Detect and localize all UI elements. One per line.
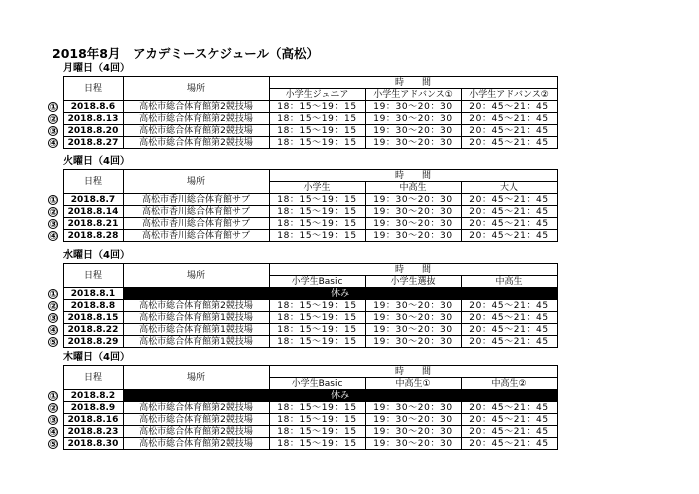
schedule-section [44, 250, 558, 348]
table-row [44, 300, 557, 312]
table-header-row [44, 77, 557, 89]
time-cell: 20：45～21：45 [461, 113, 557, 125]
place-cell: 高松市香川総合体育館サブ [123, 218, 269, 230]
table-row [44, 336, 557, 348]
table-row [44, 426, 557, 438]
date-cell: 2018.8.14 [63, 206, 123, 218]
time-cell: 18：15～19：15 [269, 218, 365, 230]
time-cell: 19：30～20：30 [365, 300, 461, 312]
slot-header: 小学生アドバンス② [461, 89, 557, 101]
place-cell: 高松市総合体育館第2競技場 [123, 137, 269, 149]
place-cell: 高松市香川総合体育館サブ [123, 206, 269, 218]
row-number: ① [49, 102, 58, 113]
place-cell: 高松市総合体育館第2競技場 [123, 125, 269, 137]
row-number: ② [49, 114, 58, 125]
time-cell: 18：15～19：15 [269, 312, 365, 324]
place-cell: 高松市香川総合体育館サブ [123, 194, 269, 206]
time-cell: 18：15～19：15 [269, 426, 365, 438]
place-cell: 高松市総合体育館第2競技場 [123, 426, 269, 438]
place-header: 場所 [123, 264, 269, 288]
section-title: 木曜日（4回） [63, 352, 130, 363]
time-cell: 19：30～20：30 [365, 414, 461, 426]
table-row [44, 113, 557, 125]
time-cell: 18：15～19：15 [269, 125, 365, 137]
time-cell: 20：45～21：45 [461, 230, 557, 242]
time-cell: 18：15～19：15 [269, 336, 365, 348]
row-number: ③ [49, 219, 58, 230]
table-row [44, 206, 557, 218]
place-cell: 高松市総合体育館第1競技場 [123, 312, 269, 324]
time-cell: 20：45～21：45 [461, 414, 557, 426]
slot-header: 小学生アドバンス① [365, 89, 461, 101]
time-cell: 19：30～20：30 [365, 113, 461, 125]
schedule-table [44, 263, 558, 348]
time-cell: 18：15～19：15 [269, 414, 365, 426]
time-cell: 19：30～20：30 [365, 101, 461, 113]
time-header: 時 間 [269, 77, 557, 89]
table-row [44, 230, 557, 242]
rest-cell: 休み [123, 288, 557, 300]
time-cell: 19：30～20：30 [365, 194, 461, 206]
time-cell: 20：45～21：45 [461, 312, 557, 324]
time-cell: 19：30～20：30 [365, 426, 461, 438]
schedule-section [44, 156, 558, 242]
time-cell: 19：30～20：30 [365, 137, 461, 149]
table-header-row [44, 264, 557, 276]
date-cell: 2018.8.6 [63, 101, 123, 113]
time-cell: 20：45～21：45 [461, 426, 557, 438]
time-cell: 19：30～20：30 [365, 312, 461, 324]
schedule-section [44, 63, 558, 149]
time-cell: 20：45～21：45 [461, 402, 557, 414]
date-cell: 2018.8.30 [63, 438, 123, 450]
time-cell: 19：30～20：30 [365, 206, 461, 218]
time-cell: 18：15～19：15 [269, 113, 365, 125]
time-cell: 18：15～19：15 [269, 230, 365, 242]
date-cell: 2018.8.29 [63, 336, 123, 348]
table-row [44, 390, 557, 402]
time-header: 時 間 [269, 264, 557, 276]
date-cell: 2018.8.21 [63, 218, 123, 230]
time-cell: 19：30～20：30 [365, 438, 461, 450]
place-cell: 高松市総合体育館第2競技場 [123, 402, 269, 414]
table-row [44, 324, 557, 336]
time-header: 時 間 [269, 170, 557, 182]
row-number: ⑤ [49, 337, 58, 348]
date-cell: 2018.8.23 [63, 426, 123, 438]
time-cell: 18：15～19：15 [269, 137, 365, 149]
place-cell: 高松市総合体育館第2競技場 [123, 113, 269, 125]
table-row [44, 402, 557, 414]
table-row [44, 137, 557, 149]
date-cell: 2018.8.27 [63, 137, 123, 149]
row-number: ④ [49, 231, 58, 242]
slot-header: 小学生 [269, 182, 365, 194]
date-header: 日程 [63, 170, 123, 194]
row-number: ④ [49, 138, 58, 149]
time-cell: 18：15～19：15 [269, 206, 365, 218]
row-number: ② [49, 207, 58, 218]
time-cell: 18：15～19：15 [269, 402, 365, 414]
slot-header: 小学生選抜 [365, 276, 461, 288]
time-cell: 18：15～19：15 [269, 300, 365, 312]
section-title: 火曜日（4回） [63, 156, 130, 167]
time-cell: 20：45～21：45 [461, 137, 557, 149]
slot-header: 中高生 [365, 182, 461, 194]
place-cell: 高松市総合体育館第2競技場 [123, 101, 269, 113]
section-title: 月曜日（4回） [63, 63, 130, 74]
time-cell: 19：30～20：30 [365, 324, 461, 336]
row-number: ① [49, 195, 58, 206]
slot-header: 中高生② [461, 378, 557, 390]
row-number: ③ [49, 126, 58, 137]
time-cell: 19：30～20：30 [365, 218, 461, 230]
table-row [44, 125, 557, 137]
slot-header: 小学生Basic [269, 378, 365, 390]
schedule-table [44, 365, 558, 450]
row-number: ③ [49, 415, 58, 426]
place-cell: 高松市総合体育館第2競技場 [123, 414, 269, 426]
date-cell: 2018.8.16 [63, 414, 123, 426]
place-cell: 高松市総合体育館第2競技場 [123, 438, 269, 450]
section-title: 水曜日（4回） [63, 250, 130, 261]
row-number: ① [49, 391, 58, 402]
date-cell: 2018.8.13 [63, 113, 123, 125]
place-header: 場所 [123, 366, 269, 390]
place-cell: 高松市香川総合体育館サブ [123, 230, 269, 242]
place-header: 場所 [123, 170, 269, 194]
schedule-table [44, 169, 558, 242]
time-cell: 19：30～20：30 [365, 402, 461, 414]
time-cell: 20：45～21：45 [461, 300, 557, 312]
row-number: ④ [49, 325, 58, 336]
date-header: 日程 [63, 264, 123, 288]
table-row [44, 288, 557, 300]
time-cell: 18：15～19：15 [269, 324, 365, 336]
slot-header: 小学生Basic [269, 276, 365, 288]
table-row [44, 414, 557, 426]
row-number: ⑤ [49, 439, 58, 450]
schedule-section [44, 352, 558, 450]
date-cell: 2018.8.20 [63, 125, 123, 137]
date-cell: 2018.8.8 [63, 300, 123, 312]
row-number: ③ [49, 313, 58, 324]
row-number: ② [49, 403, 58, 414]
time-cell: 20：45～21：45 [461, 101, 557, 113]
table-row [44, 438, 557, 450]
place-cell: 高松市総合体育館第2競技場 [123, 300, 269, 312]
date-cell: 2018.8.22 [63, 324, 123, 336]
page-title: 2018年8月 アカデミースケジュール（高松） [52, 46, 319, 61]
row-number: ② [49, 301, 58, 312]
table-row [44, 101, 557, 113]
time-cell: 19：30～20：30 [365, 230, 461, 242]
slot-header: 中高生① [365, 378, 461, 390]
time-cell: 18：15～19：15 [269, 194, 365, 206]
date-cell: 2018.8.2 [63, 390, 123, 402]
time-cell: 18：15～19：15 [269, 101, 365, 113]
slot-header: 大人 [461, 182, 557, 194]
slot-header: 中高生 [461, 276, 557, 288]
place-cell: 高松市総合体育館第1競技場 [123, 324, 269, 336]
date-cell: 2018.8.7 [63, 194, 123, 206]
place-cell: 高松市総合体育館第1競技場 [123, 336, 269, 348]
date-cell: 2018.8.9 [63, 402, 123, 414]
date-cell: 2018.8.28 [63, 230, 123, 242]
time-cell: 20：45～21：45 [461, 206, 557, 218]
time-cell: 19：30～20：30 [365, 125, 461, 137]
schedule-table [44, 76, 558, 149]
time-cell: 20：45～21：45 [461, 438, 557, 450]
time-cell: 20：45～21：45 [461, 324, 557, 336]
date-cell: 2018.8.15 [63, 312, 123, 324]
table-header-row [44, 170, 557, 182]
place-header: 場所 [123, 77, 269, 101]
table-row [44, 194, 557, 206]
row-number: ① [49, 289, 58, 300]
table-row [44, 218, 557, 230]
time-header: 時 間 [269, 366, 557, 378]
table-header-row [44, 366, 557, 378]
date-cell: 2018.8.1 [63, 288, 123, 300]
date-header: 日程 [63, 77, 123, 101]
time-cell: 20：45～21：45 [461, 336, 557, 348]
row-number: ④ [49, 427, 58, 438]
time-cell: 20：45～21：45 [461, 125, 557, 137]
slot-header: 小学生ジュニア [269, 89, 365, 101]
table-row [44, 312, 557, 324]
time-cell: 19：30～20：30 [365, 336, 461, 348]
date-header: 日程 [63, 366, 123, 390]
rest-cell: 休み [123, 390, 557, 402]
time-cell: 20：45～21：45 [461, 194, 557, 206]
time-cell: 18：15～19：15 [269, 438, 365, 450]
time-cell: 20：45～21：45 [461, 218, 557, 230]
